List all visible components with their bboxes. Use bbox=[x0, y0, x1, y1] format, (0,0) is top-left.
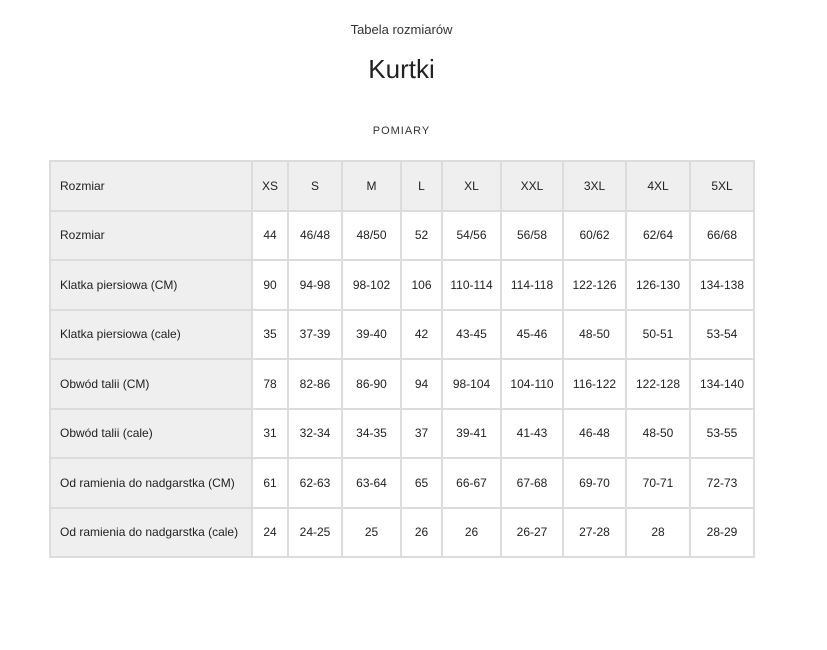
table-cell: 45-46 bbox=[501, 310, 563, 360]
table-cell: 56/58 bbox=[501, 211, 563, 261]
row-label: Klatka piersiowa (cale) bbox=[50, 310, 252, 360]
table-cell: 24 bbox=[252, 508, 288, 558]
table-cell: 48/50 bbox=[342, 211, 401, 261]
table-cell: 48-50 bbox=[563, 310, 626, 360]
table-cell: 44 bbox=[252, 211, 288, 261]
table-cell: 24-25 bbox=[288, 508, 342, 558]
table-cell: 28-29 bbox=[690, 508, 754, 558]
column-header: M bbox=[342, 161, 401, 211]
table-row bbox=[50, 310, 754, 360]
table-cell: 78 bbox=[252, 359, 288, 409]
table-cell: 134-140 bbox=[690, 359, 754, 409]
column-header: L bbox=[401, 161, 442, 211]
table-cell: 104-110 bbox=[501, 359, 563, 409]
table-row bbox=[50, 508, 754, 558]
column-header: XL bbox=[442, 161, 501, 211]
row-label: Od ramienia do nadgarstka (cale) bbox=[50, 508, 252, 558]
table-cell: 94-98 bbox=[288, 260, 342, 310]
table-cell: 52 bbox=[401, 211, 442, 261]
table-cell: 27-28 bbox=[563, 508, 626, 558]
table-cell: 122-126 bbox=[563, 260, 626, 310]
table-cell: 39-40 bbox=[342, 310, 401, 360]
table-cell: 110-114 bbox=[442, 260, 501, 310]
column-header: 4XL bbox=[626, 161, 690, 211]
table-cell: 134-138 bbox=[690, 260, 754, 310]
table-cell: 65 bbox=[401, 458, 442, 508]
column-header: 3XL bbox=[563, 161, 626, 211]
column-header: XXL bbox=[501, 161, 563, 211]
row-label: Obwód talii (cale) bbox=[50, 409, 252, 459]
table-cell: 35 bbox=[252, 310, 288, 360]
table-cell: 70-71 bbox=[626, 458, 690, 508]
page-title: Kurtki bbox=[368, 54, 435, 84]
table-cell: 25 bbox=[342, 508, 401, 558]
table-cell: 32-34 bbox=[288, 409, 342, 459]
table-cell: 37-39 bbox=[288, 310, 342, 360]
table-cell: 46-48 bbox=[563, 409, 626, 459]
table-cell: 61 bbox=[252, 458, 288, 508]
size-table bbox=[49, 160, 755, 558]
column-header: Rozmiar bbox=[50, 161, 252, 211]
table-cell: 42 bbox=[401, 310, 442, 360]
table-row bbox=[50, 260, 754, 310]
table-cell: 39-41 bbox=[442, 409, 501, 459]
table-cell: 26 bbox=[401, 508, 442, 558]
table-cell: 72-73 bbox=[690, 458, 754, 508]
table-cell: 67-68 bbox=[501, 458, 563, 508]
table-cell: 106 bbox=[401, 260, 442, 310]
row-label: Od ramienia do nadgarstka (CM) bbox=[50, 458, 252, 508]
table-cell: 26 bbox=[442, 508, 501, 558]
table-cell: 86-90 bbox=[342, 359, 401, 409]
table-header-row bbox=[50, 161, 754, 211]
table-cell: 54/56 bbox=[442, 211, 501, 261]
table-cell: 122-128 bbox=[626, 359, 690, 409]
table-cell: 116-122 bbox=[563, 359, 626, 409]
row-label: Rozmiar bbox=[50, 211, 252, 261]
table-cell: 69-70 bbox=[563, 458, 626, 508]
table-cell: 34-35 bbox=[342, 409, 401, 459]
table-cell: 53-55 bbox=[690, 409, 754, 459]
table-cell: 60/62 bbox=[563, 211, 626, 261]
table-row bbox=[50, 211, 754, 261]
table-cell: 50-51 bbox=[626, 310, 690, 360]
table-cell: 90 bbox=[252, 260, 288, 310]
table-cell: 37 bbox=[401, 409, 442, 459]
table-cell: 43-45 bbox=[442, 310, 501, 360]
table-cell: 46/48 bbox=[288, 211, 342, 261]
table-row bbox=[50, 359, 754, 409]
column-header: S bbox=[288, 161, 342, 211]
table-row bbox=[50, 458, 754, 508]
table-cell: 66/68 bbox=[690, 211, 754, 261]
table-cell: 98-102 bbox=[342, 260, 401, 310]
table-cell: 48-50 bbox=[626, 409, 690, 459]
table-cell: 62-63 bbox=[288, 458, 342, 508]
table-cell: 126-130 bbox=[626, 260, 690, 310]
table-cell: 26-27 bbox=[501, 508, 563, 558]
table-cell: 31 bbox=[252, 409, 288, 459]
table-cell: 62/64 bbox=[626, 211, 690, 261]
row-label: Klatka piersiowa (CM) bbox=[50, 260, 252, 310]
table-cell: 98-104 bbox=[442, 359, 501, 409]
table-cell: 82-86 bbox=[288, 359, 342, 409]
table-cell: 66-67 bbox=[442, 458, 501, 508]
section-label: POMIARY bbox=[372, 125, 431, 137]
table-cell: 28 bbox=[626, 508, 690, 558]
table-cell: 41-43 bbox=[501, 409, 563, 459]
table-cell: 114-118 bbox=[501, 260, 563, 310]
column-header: 5XL bbox=[690, 161, 754, 211]
size-chart-subtitle: Tabela rozmiarów bbox=[350, 22, 453, 37]
table-row bbox=[50, 409, 754, 459]
column-header: XS bbox=[252, 161, 288, 211]
table-cell: 53-54 bbox=[690, 310, 754, 360]
row-label: Obwód talii (CM) bbox=[50, 359, 252, 409]
table-cell: 63-64 bbox=[342, 458, 401, 508]
table-cell: 94 bbox=[401, 359, 442, 409]
